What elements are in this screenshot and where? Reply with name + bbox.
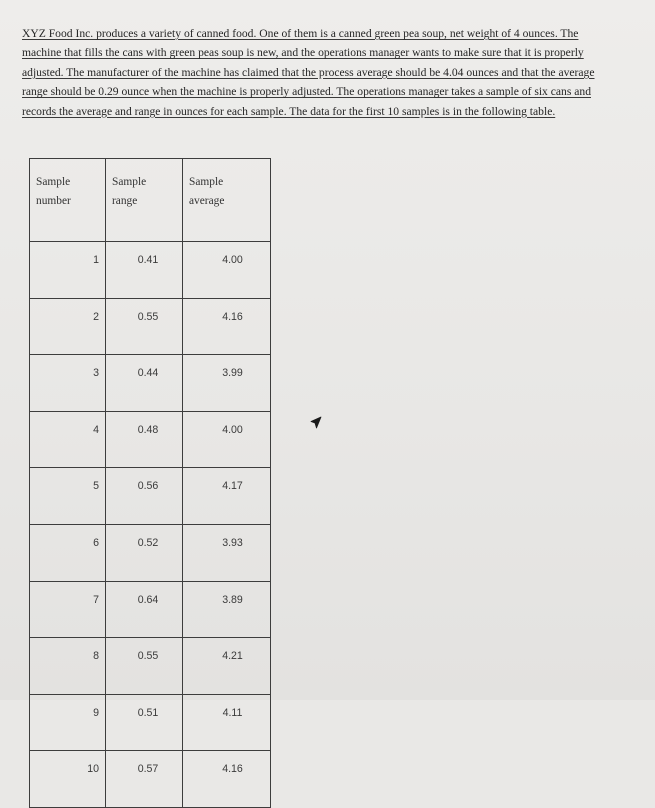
table-row [30, 638, 271, 695]
cell-sample-number: 3 [30, 355, 106, 412]
cell-sample-range: 0.41 [106, 242, 183, 299]
sample-data-table [29, 158, 271, 808]
cell-sample-average: 4.16 [183, 298, 271, 355]
table-row [30, 581, 271, 638]
cell-sample-range: 0.48 [106, 411, 183, 468]
cell-sample-average: 4.00 [183, 411, 271, 468]
cell-sample-number: 2 [30, 298, 106, 355]
header-sample-average [183, 159, 271, 242]
header-sample-average-line2: average [189, 195, 225, 207]
cell-sample-number: 10 [30, 751, 106, 808]
problem-statement [22, 24, 640, 121]
cell-sample-range: 0.55 [106, 298, 183, 355]
cell-sample-average: 3.99 [183, 355, 271, 412]
header-sample-number-line2: number [36, 195, 71, 207]
problem-line-4: range should be 0.29 ounce when the machine is properly adjusted. The operations manager takes a sample of six cans and [22, 85, 591, 99]
cell-sample-average: 3.89 [183, 581, 271, 638]
table-row [30, 468, 271, 525]
cell-sample-number: 5 [30, 468, 106, 525]
problem-line-1: XYZ Food Inc. produces a variety of canned food. One of them is a canned green pea soup, net weight of 4 ounces. The [22, 27, 579, 40]
cell-sample-number: 6 [30, 524, 106, 581]
cell-sample-range: 0.57 [106, 751, 183, 808]
cell-sample-number: 8 [30, 638, 106, 695]
table-row [30, 524, 271, 581]
cell-sample-average: 4.17 [183, 468, 271, 525]
cell-sample-range: 0.55 [106, 638, 183, 695]
cell-sample-average: 4.21 [183, 638, 271, 695]
cell-sample-range: 0.51 [106, 694, 183, 751]
sample-data-table-container [29, 158, 270, 808]
table-row [30, 298, 271, 355]
cell-sample-number: 4 [30, 411, 106, 468]
table-header-row [30, 159, 271, 242]
mouse-pointer-icon [310, 416, 322, 430]
cell-sample-number: 7 [30, 581, 106, 638]
cell-sample-average: 4.11 [183, 694, 271, 751]
header-sample-number [30, 159, 106, 242]
header-sample-average-line1: Sample [189, 176, 224, 188]
cell-sample-range: 0.64 [106, 581, 183, 638]
cell-sample-average: 4.00 [183, 242, 271, 299]
header-sample-range-line1: Sample [112, 176, 147, 188]
cell-sample-number: 1 [30, 242, 106, 299]
cell-sample-range: 0.56 [106, 468, 183, 525]
problem-line-5: records the average and range in ounces for each sample. The data for the first 10 samples is in the following table. [22, 104, 556, 118]
cell-sample-range: 0.44 [106, 355, 183, 412]
table-row [30, 355, 271, 412]
table-row [30, 751, 271, 808]
cell-sample-number: 9 [30, 694, 106, 751]
header-sample-range [106, 159, 183, 242]
cell-sample-average: 4.16 [183, 751, 271, 808]
table-row [30, 694, 271, 751]
header-sample-range-line2: range [112, 195, 138, 207]
header-sample-number-line1: Sample [36, 176, 71, 188]
problem-line-2: machine that fills the cans with green peas soup is new, and the operations manager wants to make sure that it is properly [22, 46, 584, 60]
table-row [30, 411, 271, 468]
problem-line-3: adjusted. The manufacturer of the machine has claimed that the process average should be 4.04 ounces and that the average [22, 65, 595, 79]
table-row [30, 242, 271, 299]
cell-sample-average: 3.93 [183, 524, 271, 581]
cell-sample-range: 0.52 [106, 524, 183, 581]
